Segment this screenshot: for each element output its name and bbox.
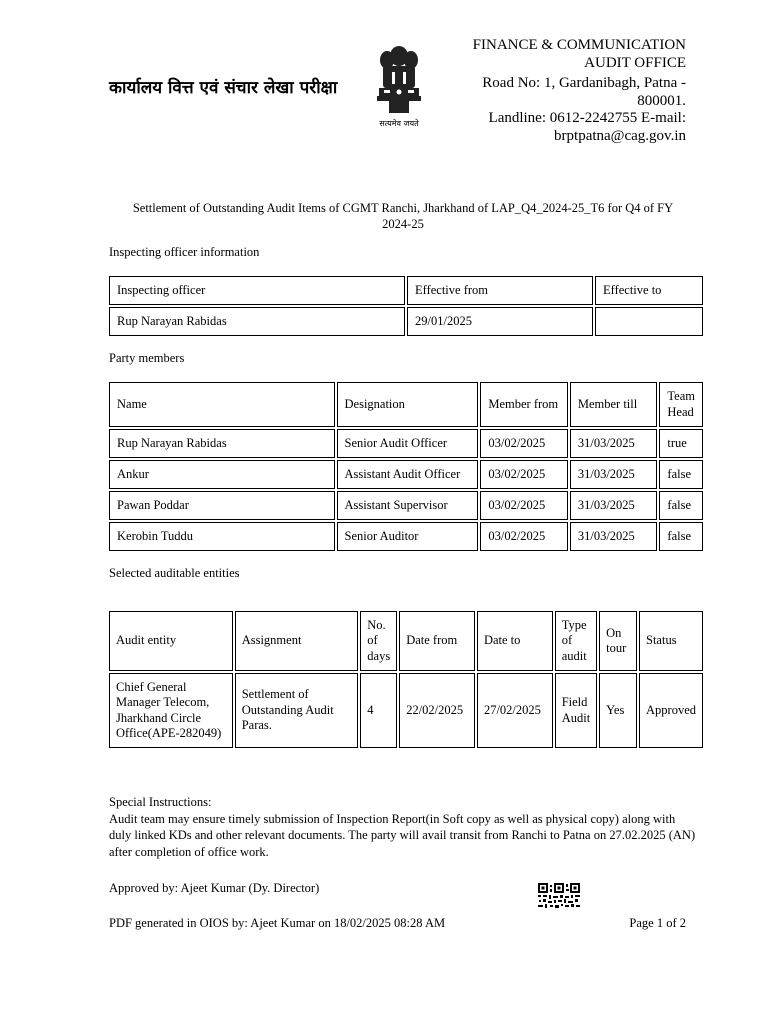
hindi-office-title: कार्यालय वित्त एवं संचार लेखा परीक्षा: [109, 78, 338, 98]
emblem-motto: सत्यमेव जयते: [379, 119, 419, 128]
table-row: Ankur Assistant Audit Officer 03/02/2025 31/03/2025 false: [109, 460, 703, 489]
party-members-table: [107, 380, 705, 553]
entities-heading: Selected auditable entities: [109, 566, 240, 580]
document-title: Settlement of Outstanding Audit Items of CGMT Ranchi, Jharkhand of LAP_Q4_2024-25_T6 for Q4 of FY 2024-25: [132, 201, 674, 231]
inspecting-officer-table: [107, 274, 705, 338]
auditable-entities-table: [107, 609, 705, 750]
special-instructions: [109, 794, 699, 860]
table-header-row: Inspecting officer Effective from Effective to: [109, 276, 703, 305]
inspecting-heading: Inspecting officer information: [109, 245, 260, 259]
party-heading: Party members: [109, 351, 185, 365]
table-row: Chief General Manager Telecom, Jharkhand Circle Office(APE-282049) Settlement of Outstanding Audit Paras. 4 22/02/2025 27/02/2025 Field Audit Yes Approved: [109, 673, 703, 748]
table-row: Rup Narayan Rabidas Senior Audit Officer 03/02/2025 31/03/2025 true: [109, 429, 703, 458]
footer-generated-by: PDF generated in OIOS by: Ajeet Kumar on 18/02/2025 08:28 AM: [109, 916, 446, 930]
special-instructions-label: Special Instructions:: [109, 795, 212, 809]
national-emblem-icon: [370, 42, 428, 132]
table-row: Rup Narayan Rabidas 29/01/2025: [109, 307, 703, 336]
table-row: Kerobin Tuddu Senior Auditor 03/02/2025 31/03/2025 false: [109, 522, 703, 551]
approved-by: Approved by: Ajeet Kumar (Dy. Director): [109, 881, 320, 895]
page-number: Page 1 of 2: [629, 916, 686, 930]
table-row: Pawan Poddar Assistant Supervisor 03/02/2025 31/03/2025 false: [109, 491, 703, 520]
table-header-row: Name Designation Member from Member till Team Head: [109, 382, 703, 427]
qr-code-icon: [538, 883, 582, 909]
special-instructions-text: Audit team may ensure timely submission of Inspection Report(in Soft copy as well as physical copy) along with duly linked KDs and other relevant documents. The party will avail transit from Ranchi to Patna on 27.02.2025 (AN) after completion of office work.: [109, 811, 696, 859]
table-header-row: Audit entity Assignment No. of days Date from Date to Type of audit On tour Status: [109, 611, 703, 671]
office-address: FINANCE & COMMUNICATION AUDIT OFFICE Road No: 1, Gardanibagh, Patna - 800001. Landline: 0612-2242755 E-mail: brptpatna@cag.gov.in: [472, 37, 686, 144]
